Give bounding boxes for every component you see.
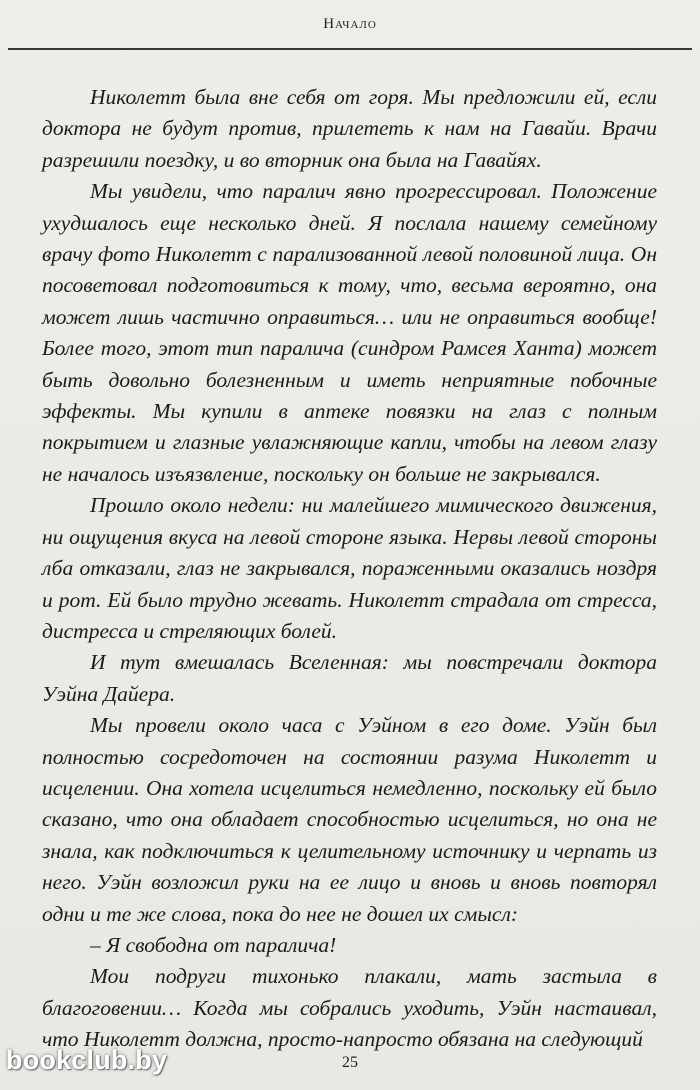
paragraph-quote: – Я свободна от паралича! <box>90 932 337 957</box>
paragraph: Мы увидели, что паралич явно прогрессировал. Положение ухудшалось еще несколько дней. Я послала нашему семейному врачу фото Николетт с парализованной левой половиной лица. Он посоветовал подготовиться к тому, что, весьма вероятно, она может лишь частично оправиться… или не оправиться вообще! Более того, этот тип паралича (синдром Рамсея Ханта) может быть довольно болезненным и иметь неприятные побочные эффекты. Мы купили в аптеке повязки на глаз с полным покрытием и глазные увлажняющие капли, чтобы на левом глазу не началось изъязвление, поскольку он больше не закрывался. <box>42 179 657 486</box>
body-text <box>42 82 657 1056</box>
paragraph: Мы провели около часа с Уэйном в его доме. Уэйн был полностью сосредоточен на состоянии разума Николетт и исцелении. Она хотела исцелиться немедленно, поскольку ей было сказано, что она обладает способностью исцелиться, но она не знала, как подключиться к целительному источнику и черпать из него. Уэйн возложил руки на ее лицо и вновь и вновь повторял одни и те же слова, пока до нее не дошел их смысл: <box>42 713 657 926</box>
page-number: 25 <box>342 1054 358 1071</box>
paragraph: Николетт была вне себя от горя. Мы предложили ей, если доктора не будут против, прилететь к нам на Гавайи. Врачи разрешили поездку, и во вторник она была на Гавайях. <box>42 85 657 172</box>
paragraph: Прошло около недели: ни малейшего мимического движения, ни ощущения вкуса на левой стороне языка. Нервы левой стороны лба отказали, глаз не закрывался, пораженными оказались ноздря и рот. Ей было трудно жевать. Николетт страдала от стресса, дистресса и стреляющих болей. <box>42 493 657 643</box>
running-head: Начало <box>323 16 377 32</box>
paragraph: И тут вмешалась Вселенная: мы повстречали доктора Уэйна Дайера. <box>42 650 657 706</box>
header-rule <box>8 48 692 50</box>
paragraph: Мои подруги тихонько плакали, мать застыла в благоговении… Когда мы собрались уходить, Уэйн настаивал, что Николетт должна, просто-напросто обязана на следующий <box>42 964 657 1052</box>
site-watermark: bookclub.by <box>6 1045 168 1075</box>
